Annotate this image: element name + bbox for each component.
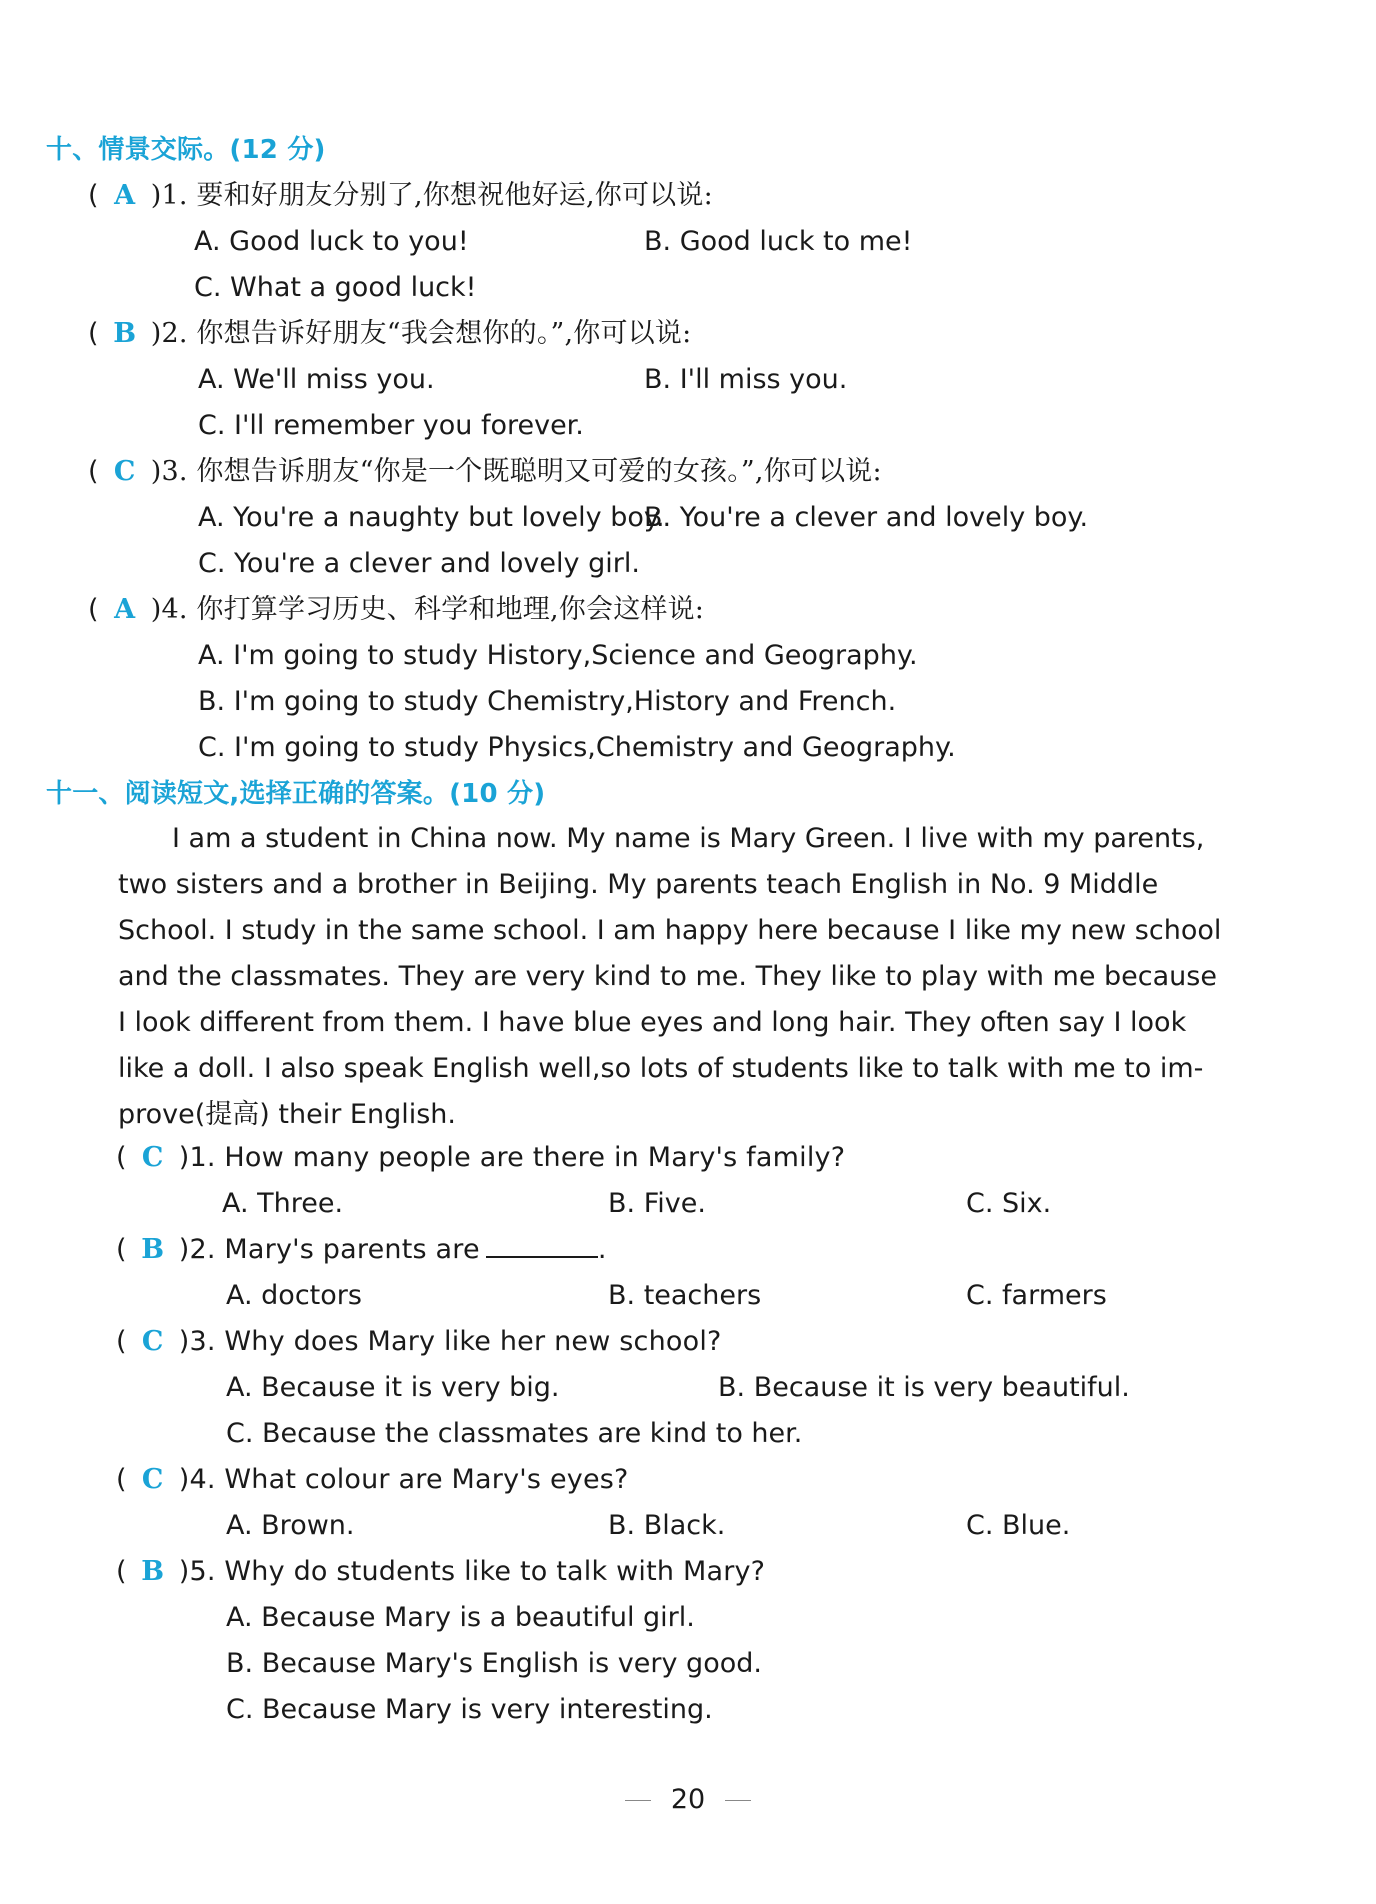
option-c: C. What a good luck!: [194, 272, 477, 303]
s11-question-2: [116, 1230, 607, 1270]
footer-dash-right: [725, 1800, 751, 1801]
option-b: B. Black.: [608, 1510, 726, 1541]
s10-question-1: [88, 176, 713, 216]
option-c: C. Because Mary is very interesting.: [226, 1694, 713, 1725]
answer-mark: B: [113, 318, 137, 349]
option-a: A. Brown.: [226, 1510, 355, 1541]
open-paren: (: [88, 594, 99, 625]
s11-question-4: [116, 1460, 629, 1500]
open-paren: (: [88, 318, 99, 349]
answer-mark: B: [141, 1234, 165, 1265]
open-paren: (: [116, 1326, 127, 1357]
question-stem: )2. 你想告诉好朋友“我会想你的。”,你可以说:: [150, 318, 692, 349]
question-stem: )2. Mary's parents are: [178, 1234, 480, 1265]
option-b: B. I'm going to study Chemistry,History and French.: [198, 686, 897, 717]
option-c: C. Because the classmates are kind to her.: [226, 1418, 803, 1449]
option-c: C. I'll remember you forever.: [198, 410, 584, 441]
answer-mark: A: [114, 180, 136, 211]
option-c: C. Blue.: [966, 1510, 1071, 1541]
section-10-title: 十、情景交际。(12 分): [46, 135, 326, 165]
option-a: A. Because Mary is a beautiful girl.: [226, 1602, 695, 1633]
s10-question-3: [88, 452, 882, 492]
open-paren: (: [116, 1234, 127, 1265]
option-b: B. I'll miss you.: [644, 364, 848, 395]
reading-passage: [118, 816, 1222, 1138]
question-stem: )1. 要和好朋友分别了,你想祝他好运,你可以说:: [150, 180, 713, 211]
question-stem: )3. Why does Mary like her new school?: [178, 1326, 722, 1357]
section-11-title: 十一、阅读短文,选择正确的答案。(10 分): [46, 779, 546, 809]
answer-mark: A: [114, 594, 136, 625]
s11-question-3: [116, 1322, 722, 1362]
passage-line: I look different from them. I have blue eyes and long hair. They often say I look: [118, 1007, 1187, 1038]
page-footer: [0, 1780, 1376, 1820]
option-b: B. Because Mary's English is very good.: [226, 1648, 762, 1679]
option-a: A. We'll miss you.: [198, 364, 435, 395]
option-b: B. Because it is very beautiful.: [718, 1372, 1130, 1403]
passage-line: I am a student in China now. My name is Mary Green. I live with my parents,: [172, 823, 1205, 854]
option-a: A. doctors: [226, 1280, 362, 1311]
passage-line: like a doll. I also speak English well,so lots of students like to talk with me to im-: [118, 1053, 1204, 1084]
open-paren: (: [116, 1142, 127, 1173]
option-a: A. You're a naughty but lovely boy.: [198, 502, 665, 533]
passage-line: two sisters and a brother in Beijing. My parents teach English in No. 9 Middle: [118, 869, 1159, 900]
passage-line: School. I study in the same school. I am happy here because I like my new school: [118, 915, 1222, 946]
option-a: A. Because it is very big.: [226, 1372, 560, 1403]
open-paren: (: [88, 180, 99, 211]
option-a: A. I'm going to study History,Science and Geography.: [198, 640, 918, 671]
footer-dash-left: [625, 1800, 651, 1801]
answer-mark: C: [141, 1464, 164, 1495]
question-stem: )5. Why do students like to talk with Mary?: [178, 1556, 766, 1587]
stem-end: .: [597, 1234, 607, 1265]
open-paren: (: [116, 1556, 127, 1587]
option-c: C. You're a clever and lovely girl.: [198, 548, 640, 579]
answer-mark: B: [141, 1556, 165, 1587]
question-stem: )4. 你打算学习历史、科学和地理,你会这样说:: [150, 594, 705, 625]
option-a: A. Good luck to you!: [194, 226, 469, 257]
page-number: 20: [670, 1784, 706, 1815]
s11-question-5: [116, 1552, 765, 1592]
option-c: C. Six.: [966, 1188, 1052, 1219]
open-paren: (: [116, 1464, 127, 1495]
s11-question-1: [116, 1138, 845, 1178]
option-b: B. Good luck to me!: [644, 226, 913, 257]
answer-mark: C: [141, 1326, 164, 1357]
option-a: A. Three.: [222, 1188, 344, 1219]
answer-mark: C: [113, 456, 136, 487]
question-stem: )4. What colour are Mary's eyes?: [178, 1464, 629, 1495]
answer-blank: [486, 1230, 598, 1258]
option-c: C. I'm going to study Physics,Chemistry and Geography.: [198, 732, 956, 763]
answer-mark: C: [141, 1142, 164, 1173]
option-b: B. You're a clever and lovely boy.: [644, 502, 1089, 533]
s10-question-2: [88, 314, 691, 354]
passage-line: prove(提高) their English.: [118, 1099, 456, 1130]
s10-question-4: [88, 590, 704, 630]
question-stem: )1. How many people are there in Mary's family?: [178, 1142, 846, 1173]
question-stem: )3. 你想告诉朋友“你是一个既聪明又可爱的女孩。”,你可以说:: [150, 456, 882, 487]
option-b: B. teachers: [608, 1280, 762, 1311]
passage-line: and the classmates. They are very kind to me. They like to play with me because: [118, 961, 1217, 992]
option-c: C. farmers: [966, 1280, 1107, 1311]
option-b: B. Five.: [608, 1188, 706, 1219]
open-paren: (: [88, 456, 99, 487]
